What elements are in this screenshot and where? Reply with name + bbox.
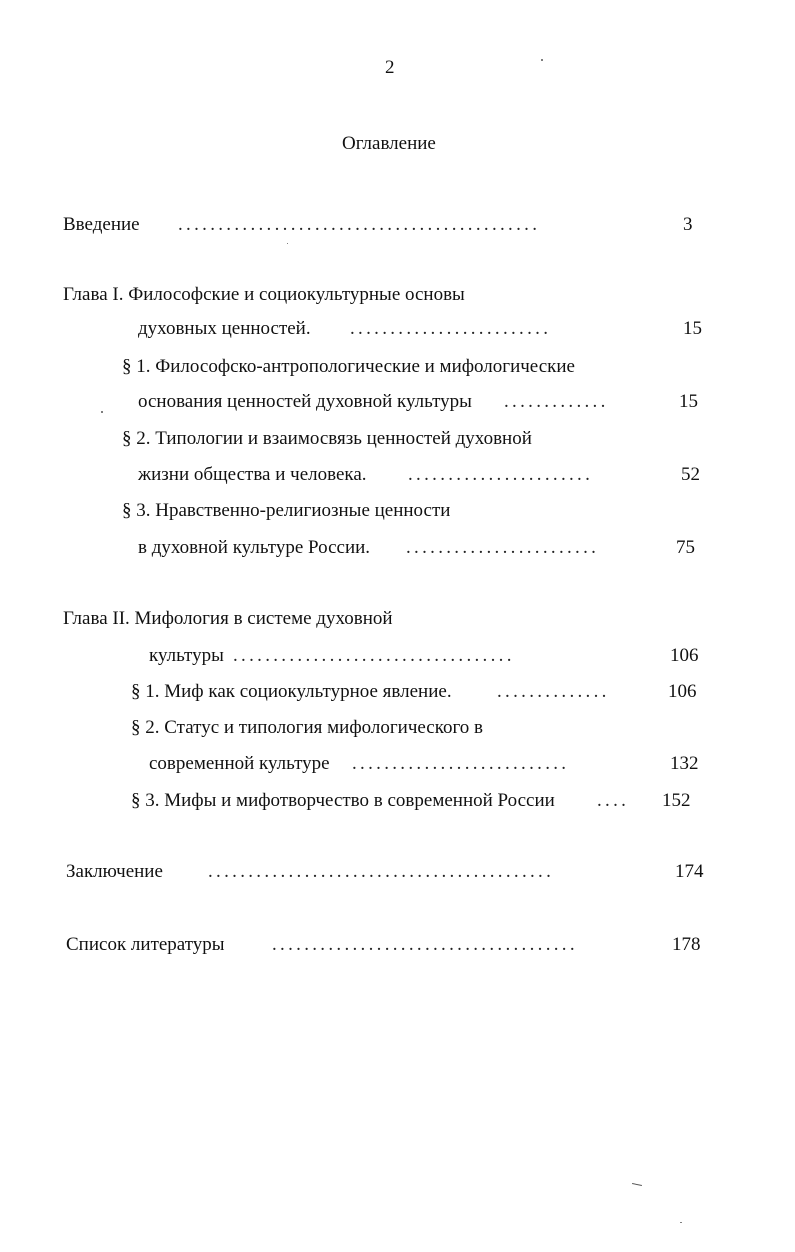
- dot-leader: ...................................: [233, 645, 515, 666]
- chapter-2-title: Глава II. Мифология в системе духовной: [63, 608, 393, 629]
- scan-speck: [680, 1222, 682, 1223]
- bibliography-title: Список литературы: [66, 934, 225, 955]
- chapter-2-page: 106: [670, 645, 699, 666]
- section-2-2-title: § 2. Статус и типология мифологического в: [131, 717, 484, 738]
- dot-leader: ...........................: [352, 753, 570, 774]
- dot-leader: .............: [504, 391, 609, 412]
- toc-title: Оглавление: [342, 133, 436, 154]
- conclusion-page: 174: [675, 861, 704, 882]
- section-1-2-page: 52: [681, 464, 700, 485]
- scan-speck: [101, 411, 103, 413]
- section-1-1-title: § 1. Философско-антропологические и мифологические: [122, 356, 575, 377]
- toc-entry-intro-title: Введение: [63, 214, 140, 235]
- dot-leader: .......................: [408, 464, 594, 485]
- section-1-2-title: § 2. Типологии и взаимосвязь ценностей духовной: [122, 428, 532, 449]
- page-number: 2: [385, 57, 395, 78]
- section-1-1-title-cont: основания ценностей духовной культуры: [138, 391, 472, 412]
- section-1-1-page: 15: [679, 391, 698, 412]
- bibliography-page: 178: [672, 934, 701, 955]
- dot-leader: ........................: [406, 537, 600, 558]
- conclusion-title: Заключение: [66, 861, 163, 882]
- section-2-2-page: 132: [670, 753, 699, 774]
- section-2-3-page: 152: [662, 790, 691, 811]
- section-1-3-title-cont: в духовной культуре России.: [138, 537, 371, 558]
- dot-leader: ..............: [497, 681, 610, 702]
- chapter-2-title-cont: культуры: [149, 645, 224, 666]
- dot-leader: ...........................................: [208, 861, 555, 882]
- toc-entry-intro-page: 3: [683, 214, 693, 235]
- section-2-2-title-cont: современной культуре: [149, 753, 330, 774]
- section-1-2-title-cont: жизни общества и человека.: [138, 464, 367, 485]
- dot-leader: .............................................: [178, 214, 541, 235]
- chapter-1-title: Глава I. Философские и социокультурные основы: [63, 284, 465, 305]
- scan-speck: [541, 59, 543, 61]
- chapter-1-title-cont: духовных ценностей.: [138, 318, 311, 339]
- dot-leader: ....: [597, 790, 630, 811]
- scan-speck: [632, 1183, 642, 1186]
- scan-speck: [287, 243, 288, 244]
- chapter-1-page: 15: [683, 318, 702, 339]
- section-2-1-title: § 1. Миф как социокультурное явление.: [131, 681, 452, 702]
- section-2-1-page: 106: [668, 681, 697, 702]
- section-1-3-title: § 3. Нравственно-религиозные ценности: [122, 500, 451, 521]
- section-1-3-page: 75: [676, 537, 695, 558]
- dot-leader: ......................................: [272, 934, 578, 955]
- dot-leader: .........................: [350, 318, 552, 339]
- section-2-3-title: § 3. Мифы и мифотворчество в современной России: [131, 790, 555, 811]
